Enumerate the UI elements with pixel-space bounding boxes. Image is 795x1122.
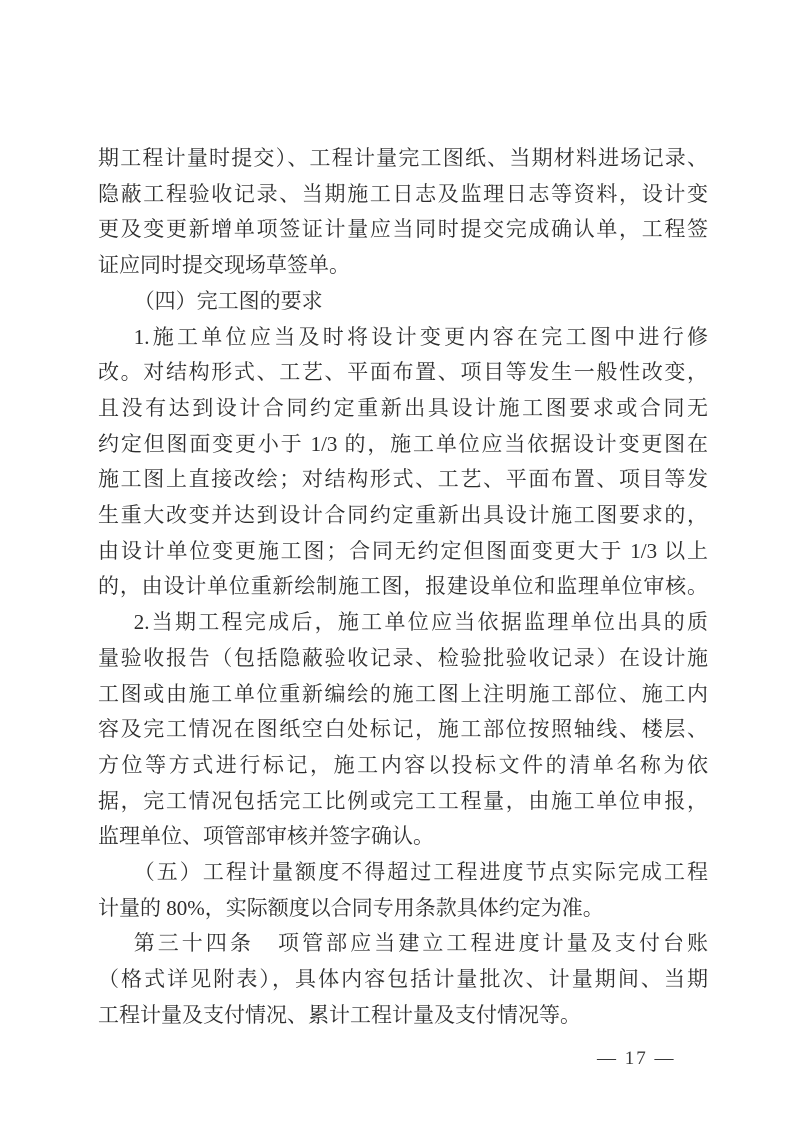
text-line: 约定但图面变更小于 1/3 的，施工单位应当依据设计变更图在 [98,431,708,456]
text-line: 施工图上直接改绘；对结构形式、工艺、平面布置、项目等发 [98,467,708,492]
text-line: 1.施工单位应当及时将设计变更内容在完工图中进行修 [133,324,708,349]
text-line: 2.当期工程完成后，施工单位应当依据监理单位出具的质 [133,610,708,635]
text-line: 监理单位、项管部审核并签字确认。 [98,824,434,849]
text-line: 改。对结构形式、工艺、平面布置、项目等发生一般性改变， [98,360,708,385]
text-line: 量验收报告（包括隐蔽验收记录、检验批验收记录）在设计施 [98,645,708,670]
text-line: 隐蔽工程验收记录、当期施工日志及监理日志等资料，设计变 [98,181,708,206]
text-line: 期工程计量时提交）、工程计量完工图纸、当期材料进场记录、 [98,146,708,170]
text-line: （格式详见附表），具体内容包括计量批次、计量期间、当期 [98,967,708,992]
text-line: 方位等方式进行标记，施工内容以投标文件的清单名称为依 [98,752,708,777]
body-text [98,141,708,1034]
text-line: 据，完工情况包括完工比例或完工工程量，由施工单位申报， [98,788,708,813]
text-line: 的，由设计单位重新绘制施工图，报建设单位和监理单位审核。 [98,574,708,599]
paragraph [98,926,708,1033]
text-line: 容及完工情况在图纸空白处标记，施工部位按照轴线、楼层、 [98,717,708,742]
paragraph [98,320,708,606]
paragraph [98,855,708,926]
text-line: 更及变更新增单项签证计量应当同时提交完成确认单，工程签 [98,217,708,242]
text-line: （五）工程计量额度不得超过工程进度节点实际完成工程 [133,860,708,885]
article-heading-line: 第三十四条 项管部应当建立工程进度计量及支付台账 [133,931,708,956]
text-line: 工图或由施工单位重新编绘的施工图上注明施工部位、施工内 [98,681,708,706]
text-line: 证应同时提交现场草签单。 [98,253,350,278]
text-line: 由设计单位变更施工图；合同无约定但图面变更大于 1/3 以上 [98,538,708,563]
paragraph [98,141,708,284]
paragraph [98,605,708,855]
page-number: — 17 — [597,1048,676,1069]
text-line: 计量的 80%，实际额度以合同专用条款具体约定为准。 [98,895,604,920]
text-line: 生重大改变并达到设计合同约定重新出具设计施工图要求的， [98,503,708,528]
text-line: 且没有达到设计合同约定重新出具设计施工图要求或合同无 [98,395,708,420]
text-line: 工程计量及支付情况、累计工程计量及支付情况等。 [98,1002,581,1027]
paragraph [98,284,708,320]
section-heading-line: （四）完工图的要求 [133,288,323,313]
